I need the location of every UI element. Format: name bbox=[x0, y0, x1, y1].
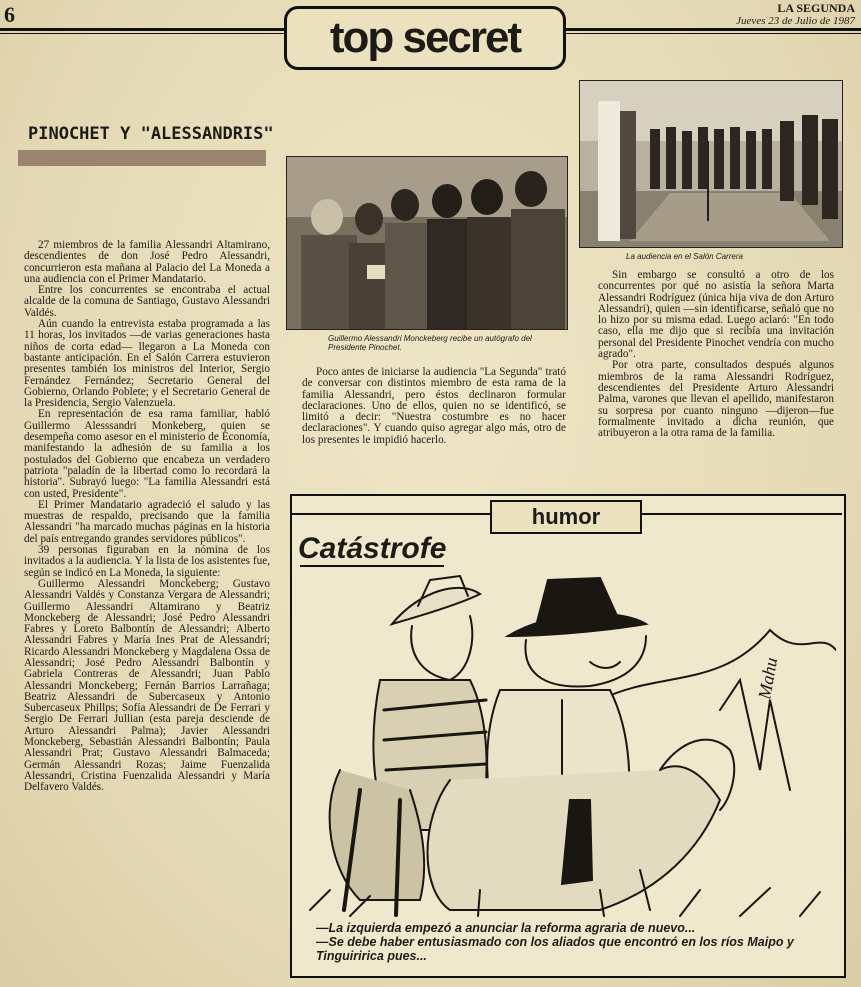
top-rule-right-thin bbox=[562, 33, 861, 34]
paragraph: En representación de esa rama familiar, habló Guillermo Alesssandri Monkeberg, quien se desempeña como asesor en el ministerio de Economía, manifestando la adhesión de su familia a los postulados del Gobierno que encabeza un verdadero patriota "paladín de la libertad como lo recordará la historia". Subrayó luego: "La familia Alessandri está con usted, Presidente". bbox=[24, 408, 270, 500]
article-headline: PINOCHET Y "ALESSANDRIS" bbox=[28, 124, 274, 144]
cartoon-title: Catástrofe bbox=[298, 532, 447, 565]
cartoon-line-1: —La izquierda empezó a anunciar la reforma agraria de nuevo... bbox=[316, 921, 696, 935]
paragraph: 27 miembros de la familia Alessandri Altamirano, descendientes de don José Pedro Alessandri, concurrieron esta mañana al Palacio del La Moneda a una audiencia con el Primer Mandatario. bbox=[24, 239, 270, 285]
section-title: top secret bbox=[329, 13, 521, 62]
page-number: 6 bbox=[4, 2, 15, 27]
section-masthead bbox=[284, 6, 566, 70]
photo-salon-carrera-image bbox=[580, 81, 842, 247]
top-rule-left-thin bbox=[0, 33, 284, 34]
photo-salon-carrera-caption: La audiencia en el Salón Carrera bbox=[626, 252, 743, 261]
article-column-1 bbox=[24, 240, 270, 930]
humor-section-label: humor bbox=[531, 504, 601, 529]
cartoonist-signature: Mahu bbox=[754, 655, 782, 701]
newspaper-header bbox=[736, 2, 855, 28]
cartoon-illustration bbox=[300, 570, 836, 920]
photo-autograph-caption: Guillermo Alessandri Monckeberg recibe un autógrafo del Presidente Pinochet. bbox=[328, 334, 532, 352]
paragraph: Aún cuando la entrevista estaba programada a las 11 horas, los invitados —de varias generaciones hasta niños de corta edad— llegaron a La Moneda con bastante anticipación. En el Salón Carrera estuvieron presentes también los ministros del Interior, Sergio Fernández Fernández; Secretario General del Gobierno, Orlando Poblete; y el Secretario General de la Presidencia, Sergio Valenzuela. bbox=[24, 318, 270, 410]
cartoon-line-2: —Se debe haber entusiasmado con los aliados que encontró en los ríos Maipo y Tinguiririca pues... bbox=[316, 935, 794, 963]
headline-band bbox=[18, 150, 266, 166]
paragraph: Sin embargo se consultó a otro de los concurrentes por qué no asistía la señora Marta Alessandri Rodríguez (única hija viva de don Arturo Alessandri), quien —sin identificarse, señaló que no lo hizo por su misma edad. Luego aclaró: "En todo caso, ella me dijo que si recibía una invitación personal del Presidente Pinochet vendría con mucho agrado". bbox=[598, 269, 834, 361]
cartoon-title-underline bbox=[300, 565, 444, 567]
paragraph: 39 personas figuraban en la nómina de los invitados a la audiencia. Y la lista de los asistentes fue, según se indicó en La Moneda, la siguiente: bbox=[24, 544, 270, 579]
photo-salon-carrera bbox=[579, 80, 843, 248]
cartoon-dialogue bbox=[316, 921, 836, 963]
newspaper-name: LA SEGUNDA bbox=[777, 1, 855, 15]
article-column-3 bbox=[598, 270, 834, 439]
humor-rule-left bbox=[292, 513, 490, 515]
humor-rule-right bbox=[640, 513, 842, 515]
paragraph: Poco antes de iniciarse la audiencia "La Segunda" trató de conversar con distintos miembro de esta rama de la familia Alessandri, pero éstos declinaron formular declaraciones. Uno de ellos, quien no se identificó, se limitó a decir: "Nuestra costumbre es no hacer declaraciones". Y cuando quiso agregar algo más, otro de los presentes le impidió hacerlo. bbox=[302, 366, 566, 446]
article-column-2 bbox=[302, 367, 566, 446]
issue-date: Jueves 23 de Julio de 1987 bbox=[736, 15, 855, 27]
top-rule-left bbox=[0, 28, 284, 31]
humor-section-tab bbox=[490, 500, 642, 534]
paragraph: Por otra parte, consultados después algunos miembros de la rama Alessandri Rodríguez, descendientes del Presidente Arturo Alessandri Palma, varones que llevan el apellido, manifestaron su sorpresa por cuanto ninguno —dijeron—fue formalmente invitado a dicha reunión, que atribuyeron a la otra rama de la familia. bbox=[598, 359, 834, 440]
paragraph: Entre los concurrentes se encontraba el actual alcalde de la comuna de Santiago, Gustavo Alessandri Valdés. bbox=[24, 284, 270, 319]
photo-autograph bbox=[286, 156, 568, 330]
photo-autograph-image bbox=[287, 157, 567, 329]
paragraph: Guillermo Alessandri Monckeberg; Gustavo Alessandri Valdés y Constanza Vergara de Alessandri; Guillermo Alessandri Altamirano y Beatriz Monckeberg de Alessandri; José Pedro Alessandri Fabres y Loreto Balbontín de Alessandri; Alberto Alessandri Fabres y María Ines Prat de Alessandri; Ricardo Alessandri Monckeberg y Magdalena Ossa de Alessandri; José Pedro Alessandri Balbontín y Gabriela Contreras de Alessandri; Juan Pablo Alessandri Monckeberg; Fernán Barrios Larrañaga; Beatriz Alessandri de Subercaseux y Antonio Subercaseux Phillps; Sofía Alessandri de De Ferrari y Sergio De Ferrari Jullian (esta pareja desciende de Arturo Alessandri Palma); Javier Alessandri Monckeberg, Sebastián Alessandri Balbontín; Paula Alessandri Prat; Gustavo Alessandri Balmaceda; Germán Alessandri Rozas; Jaime Fuenzalida Alessandri, Cristina Fuenzalida Alessandri y María Delfavero Valdés. bbox=[24, 577, 270, 794]
paragraph: El Primer Mandatario agradeció el saludo y las muestras de respaldo, precisando que la familia Alessandri "ha marcado muchas páginas en la historia del país entregando grandes servidores públicos". bbox=[24, 498, 270, 545]
top-rule-right bbox=[562, 28, 861, 31]
